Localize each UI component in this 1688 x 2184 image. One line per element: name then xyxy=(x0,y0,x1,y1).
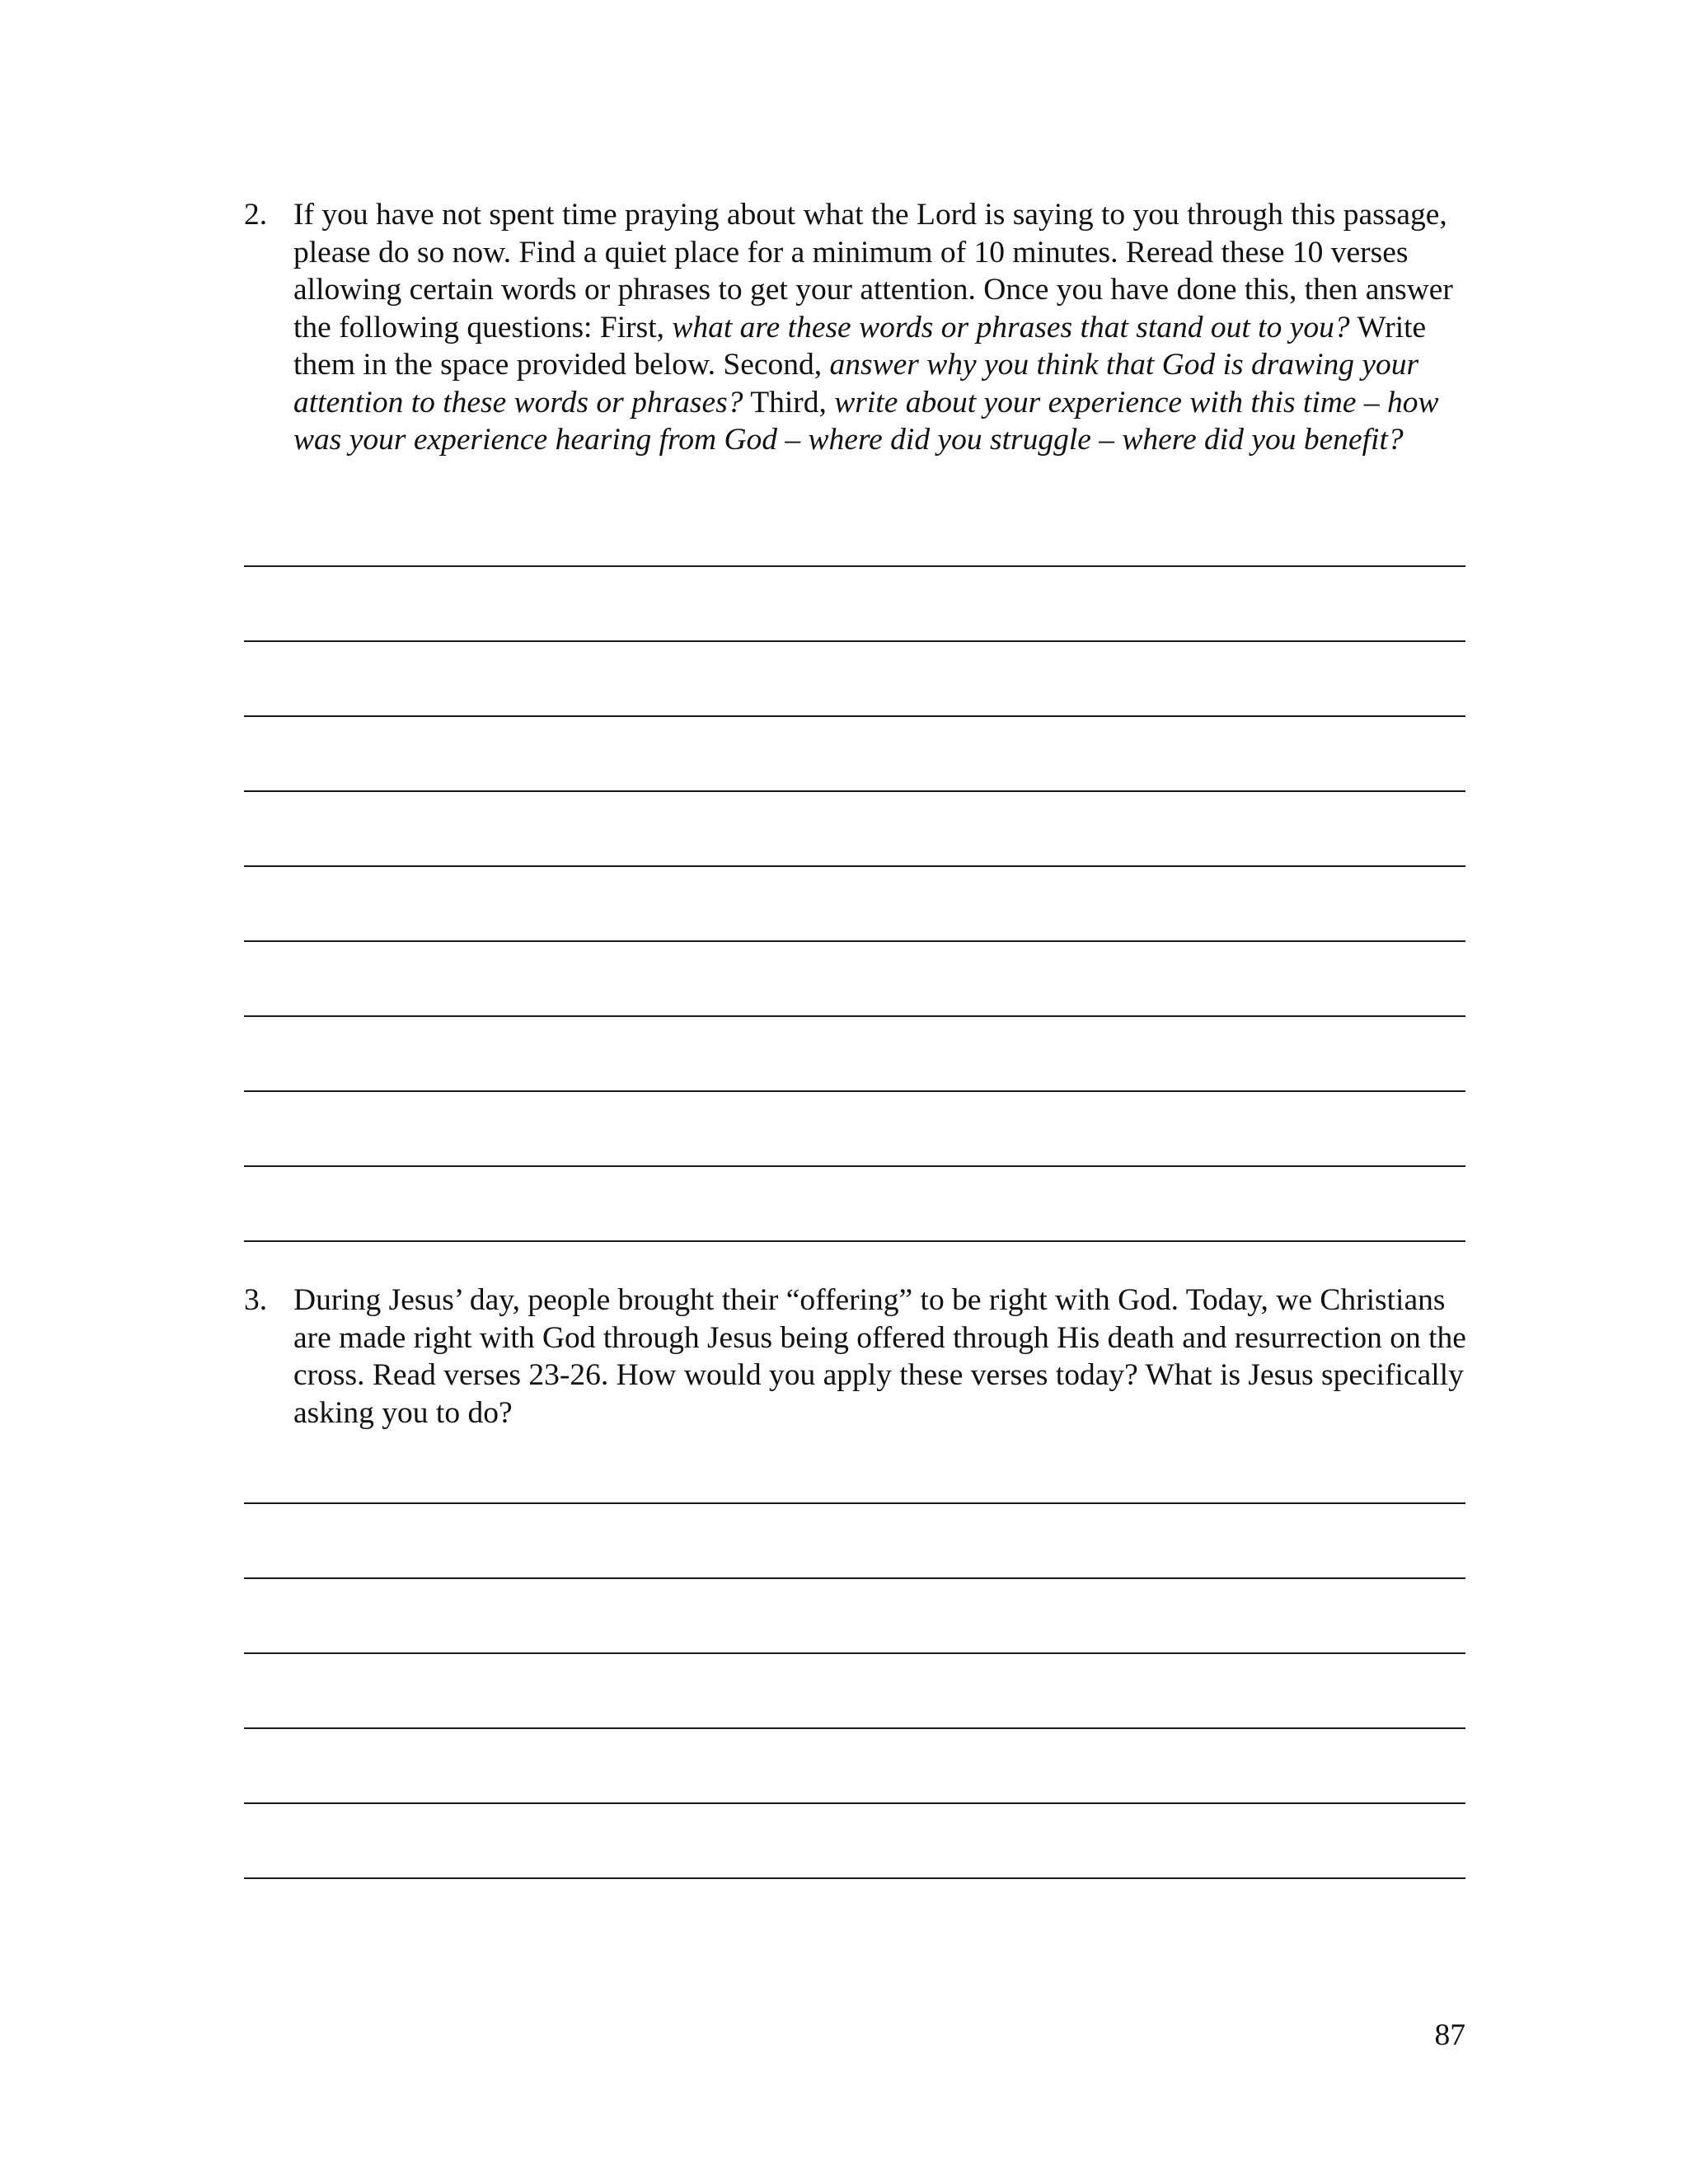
answer-line[interactable] xyxy=(244,1577,1465,1579)
question-number: 3. xyxy=(244,1283,268,1317)
answer-line[interactable] xyxy=(244,790,1465,792)
answer-line[interactable] xyxy=(244,1877,1465,1879)
answer-line[interactable] xyxy=(244,1502,1465,1504)
answer-line[interactable] xyxy=(244,1165,1465,1167)
page-number: 87 xyxy=(1434,2018,1465,2052)
question-3 xyxy=(244,1282,1472,1432)
answer-line[interactable] xyxy=(244,1015,1465,1017)
question-text-segment: Write them in the space provided below. Second, xyxy=(293,310,1427,382)
answer-line[interactable] xyxy=(244,640,1465,642)
answer-line[interactable] xyxy=(244,715,1465,717)
answer-line[interactable] xyxy=(244,865,1465,867)
answer-line[interactable] xyxy=(244,565,1465,567)
question-text xyxy=(293,1282,1472,1432)
answer-line[interactable] xyxy=(244,940,1465,942)
question-2 xyxy=(244,196,1472,459)
answer-line[interactable] xyxy=(244,1802,1465,1804)
question-text-segment: If you have not spent time praying about what the Lord is saying to you through this passage, please do so now. Find a quiet place for a minimum of 10 minutes. Reread these 10 verses allowing certain words or phrases to get your attention. Once you have done this, then answer the following questions: First, xyxy=(293,198,1453,344)
question-text-italic-segment: what are these words or phrases that stand out to you? xyxy=(672,310,1350,344)
question-text-italic-segment: write about your experience with this time – how was your experience hearing from God – where did you struggle – where did you benefit? xyxy=(293,385,1439,457)
question-text-segment: During Jesus’ day, people brought their “offering” to be right with God. Today, we Christians are made right with God through Jesus being offered through His death and resurrection on the cross. Read verses 23-26. How would you apply these verses today? What is Jesus specifically asking you to do? xyxy=(293,1283,1466,1430)
question-text-italic-segment: answer why you think that God is drawing your attention to these words or phrases? xyxy=(293,348,1419,419)
question-text-segment: Third, xyxy=(743,385,835,419)
answer-line[interactable] xyxy=(244,1240,1465,1242)
answer-line[interactable] xyxy=(244,1727,1465,1729)
question-number: 2. xyxy=(244,198,268,232)
question-text xyxy=(293,196,1472,459)
answer-line[interactable] xyxy=(244,1090,1465,1092)
answer-line[interactable] xyxy=(244,1652,1465,1654)
